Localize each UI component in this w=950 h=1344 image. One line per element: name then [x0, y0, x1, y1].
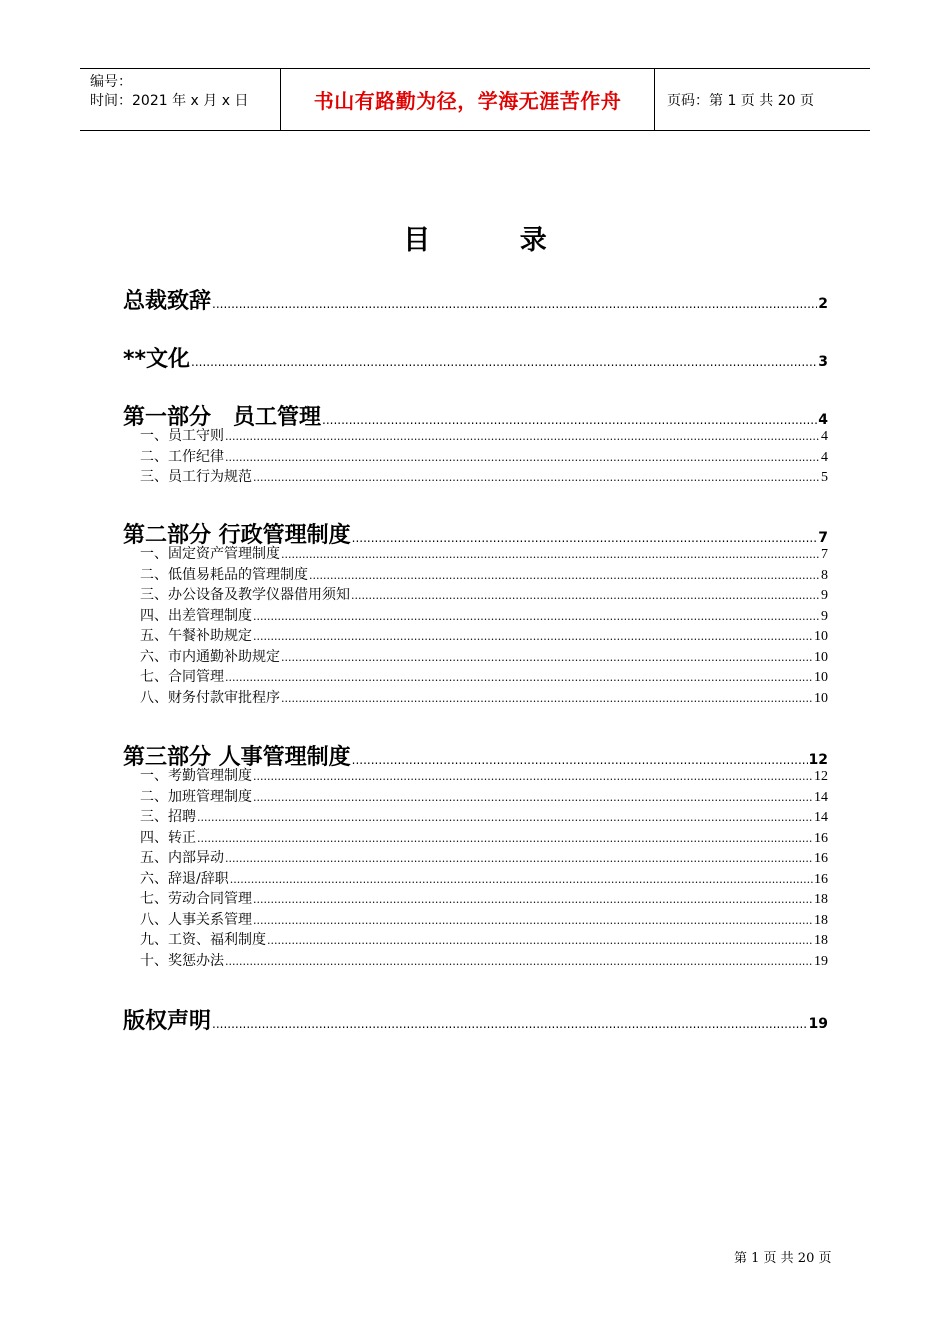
toc-entry-page: 4: [818, 412, 828, 428]
toc-leader-dots: [212, 1017, 808, 1031]
toc-subentry-label: 四、转正: [140, 830, 196, 846]
document-header: [80, 68, 870, 131]
toc-subentry[interactable]: [140, 766, 828, 787]
toc-subentry-label: 九、工资、福利制度: [140, 932, 266, 948]
toc-subentry[interactable]: [140, 910, 828, 931]
toc-entry-president-speech[interactable]: [123, 284, 828, 315]
toc-subentry-label: 二、加班管理制度: [140, 789, 252, 805]
toc-subentry[interactable]: [140, 426, 828, 447]
toc-subentry-label: 五、午餐补助规定: [140, 628, 252, 644]
toc-leader-dots: [309, 566, 820, 586]
toc-subentry-page: 18: [814, 933, 828, 948]
toc-entry-label: **文化: [123, 347, 191, 372]
toc-subentry-page: 14: [814, 790, 828, 805]
toc-leader-dots: [253, 627, 813, 647]
toc-subentry[interactable]: [140, 951, 828, 972]
toc-entry-label: 总裁致辞: [123, 289, 212, 314]
toc-subentry-label: 七、合同管理: [140, 669, 224, 685]
toc-entry-page: 3: [818, 354, 828, 370]
toc-leader-dots: [253, 767, 813, 787]
toc-entry-page: 12: [808, 752, 828, 768]
toc-subentry-page: 9: [821, 609, 828, 624]
toc-leader-dots: [253, 890, 813, 910]
header-motto: 书山有路勤为径，学海无涯苦作舟: [281, 69, 655, 130]
toc-entry-copyright[interactable]: [123, 1004, 828, 1035]
toc-subentry-page: 10: [814, 670, 828, 685]
toc-leader-dots: [197, 829, 813, 849]
toc-subentry[interactable]: [140, 787, 828, 808]
toc-subentry-page: 8: [821, 568, 828, 583]
toc-leader-dots: [225, 668, 813, 688]
toc-subentry[interactable]: [140, 565, 828, 586]
toc-leader-dots: [267, 931, 813, 951]
toc-subentry[interactable]: [140, 544, 828, 565]
toc-leader-dots: [225, 952, 813, 972]
toc-subentry[interactable]: [140, 626, 828, 647]
toc-subentry-page: 9: [821, 588, 828, 603]
toc-entry-label: 版权声明: [123, 1009, 212, 1034]
toc-subentry-page: 10: [814, 629, 828, 644]
toc-subentry[interactable]: [140, 869, 828, 890]
toc-entry-page: 19: [808, 1016, 828, 1032]
toc-subentry-label: 五、内部异动: [140, 850, 224, 866]
toc-leader-dots: [230, 870, 813, 890]
toc-leader-dots: [253, 607, 820, 627]
toc-subentry-page: 4: [821, 429, 828, 444]
header-meta: [80, 69, 281, 130]
toc-subentry-page: 10: [814, 650, 828, 665]
toc-subentry[interactable]: [140, 828, 828, 849]
toc-subentry-page: 16: [814, 872, 828, 887]
toc-subentry-page: 7: [821, 547, 828, 562]
toc-subentry-label: 六、辞退/辞职: [140, 871, 229, 887]
toc-leader-dots: [281, 545, 820, 565]
toc-entry-label: 第三部分 人事管理制度: [123, 745, 351, 770]
toc-entry-culture[interactable]: [123, 342, 828, 373]
toc-subentry-label: 二、低值易耗品的管理制度: [140, 567, 308, 583]
toc-subentry[interactable]: [140, 688, 828, 709]
toc-subentry-label: 一、员工守则: [140, 428, 224, 444]
toc-leader-dots: [253, 911, 813, 931]
footer-page-info: 第 1 页 共 20 页: [734, 1251, 832, 1266]
toc-subentry[interactable]: [140, 447, 828, 468]
toc-leader-dots: [351, 586, 820, 606]
toc-subentry-page: 18: [814, 892, 828, 907]
toc-subentry-label: 二、工作纪律: [140, 449, 224, 465]
toc-subentry[interactable]: [140, 889, 828, 910]
toc-subentry[interactable]: [140, 848, 828, 869]
document-number-label: 编号：: [90, 74, 132, 90]
toc-leader-dots: [225, 448, 820, 468]
toc-entry-page: 7: [818, 530, 828, 546]
toc-title: 目 录: [403, 225, 587, 256]
toc-subentry[interactable]: [140, 647, 828, 668]
toc-leader-dots: [212, 297, 817, 311]
toc-leader-dots: [352, 753, 808, 767]
toc-subentry-page: 5: [821, 470, 828, 485]
toc-subentry[interactable]: [140, 807, 828, 828]
toc-subentry-label: 八、人事关系管理: [140, 912, 252, 928]
toc-subentry[interactable]: [140, 467, 828, 488]
toc-subentry[interactable]: [140, 930, 828, 951]
toc-subentry-label: 八、财务付款审批程序: [140, 690, 280, 706]
toc-subentry-page: 12: [814, 769, 828, 784]
toc-subentry[interactable]: [140, 585, 828, 606]
toc-subentry[interactable]: [140, 667, 828, 688]
toc-leader-dots: [197, 808, 813, 828]
toc-subentry-label: 三、办公设备及教学仪器借用须知: [140, 587, 350, 603]
toc-subentry-page: 4: [821, 450, 828, 465]
document-date-label: 时间：2021 年 x 月 x 日: [90, 93, 249, 109]
toc-subentry-page: 16: [814, 851, 828, 866]
toc-subentry-label: 七、劳动合同管理: [140, 891, 252, 907]
toc-subentry-page: 18: [814, 913, 828, 928]
toc-subentry-label: 三、员工行为规范: [140, 469, 252, 485]
toc-subentry-label: 六、市内通勤补助规定: [140, 649, 280, 665]
toc-entry-page: 2: [818, 296, 828, 312]
toc-leader-dots: [191, 355, 817, 369]
toc-entry-label: 第二部分 行政管理制度: [123, 523, 351, 548]
toc-leader-dots: [281, 689, 813, 709]
toc-entry-label: 第一部分 员工管理: [123, 405, 322, 430]
toc-subentry-page: 16: [814, 831, 828, 846]
toc-subentry[interactable]: [140, 606, 828, 627]
toc-leader-dots: [225, 849, 813, 869]
toc-leader-dots: [322, 413, 817, 427]
toc-leader-dots: [225, 427, 820, 447]
toc-leader-dots: [281, 648, 813, 668]
toc-subentry-page: 10: [814, 691, 828, 706]
toc-leader-dots: [352, 531, 818, 545]
toc-subentry-label: 十、奖惩办法: [140, 953, 224, 969]
toc-subentry-label: 四、出差管理制度: [140, 608, 252, 624]
toc-leader-dots: [253, 788, 813, 808]
toc-subentry-page: 19: [814, 954, 828, 969]
toc-subentry-label: 一、考勤管理制度: [140, 768, 252, 784]
toc-subentry-page: 14: [814, 810, 828, 825]
toc-subentry-label: 一、固定资产管理制度: [140, 546, 280, 562]
toc-leader-dots: [253, 468, 820, 488]
header-page-info: 页码：第 1 页 共 20 页: [667, 92, 814, 109]
toc-subentry-label: 三、招聘: [140, 809, 196, 825]
